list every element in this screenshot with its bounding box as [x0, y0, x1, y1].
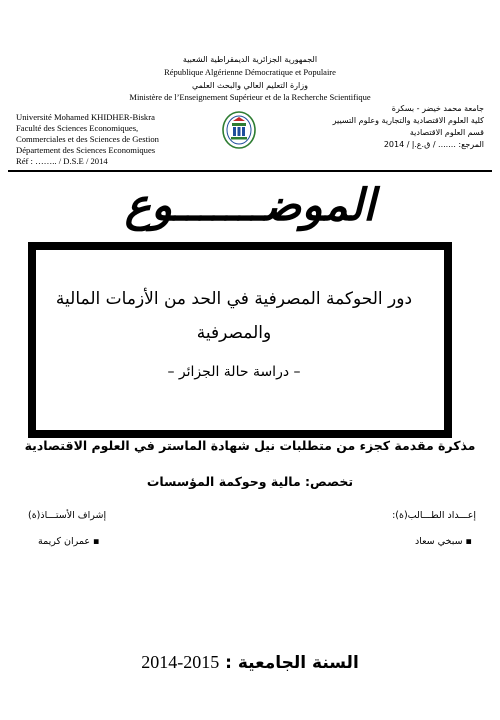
- university-name-fr: Université Mohamed KHIDHER-Biskra: [16, 112, 155, 122]
- university-block-fr: [16, 112, 216, 167]
- academic-year-label: السنة الجامعية :: [225, 653, 359, 673]
- supervisor-label: إشراف الأستـــاذ(ة): [28, 510, 107, 521]
- case-study-subtitle: – دراسة حالة الجزائر –: [167, 364, 301, 380]
- academic-year: [0, 652, 500, 673]
- reference-fr: Réf : …….. / D.S.E / 2014: [16, 156, 108, 166]
- faculty-ar: كلية العلوم الاقتصادية والتجارية وعلوم التسيير: [332, 116, 484, 125]
- ministry-ar: وزارة التعليم العالي والبحث العلمي: [192, 81, 308, 90]
- subject-heading: الموضـــــــوع: [124, 180, 376, 231]
- republic-fr: République Algérienne Démocratique et Populaire: [164, 67, 336, 77]
- republic-ar: الجمهورية الجزائرية الديمقراطية الشعبية: [182, 55, 318, 64]
- reference-ar: المرجع: ....... / ق.ع.إ / 2014: [383, 140, 484, 149]
- department-fr: Département des Sciences Economiques: [16, 145, 156, 155]
- thesis-title-line2: والمصرفية: [196, 323, 272, 343]
- thesis-title: [36, 282, 432, 350]
- memo-statement: مذكرة مقدمة كجزء من متطلبات نيل شهادة الماستر في العلوم الاقتصادية: [24, 438, 476, 453]
- ministry-fr: Ministère de l’Enseignement Supérieur et de la Recherche Scientifique: [129, 92, 371, 102]
- prepared-by-label: إعـــداد الطـــالب(ة):: [392, 510, 476, 521]
- faculty-line1-fr: Faculté des Sciences Economiques,: [16, 123, 139, 133]
- student-name: ▪ سبخي سعاد: [414, 536, 472, 547]
- department-ar: قسم العلوم الاقتصادية: [409, 128, 484, 137]
- university-block-ar: [294, 103, 484, 151]
- thesis-title-line1: دور الحوكمة المصرفية في الحد من الأزمات المالية: [55, 289, 413, 309]
- academic-year-value: 2014-2015: [141, 652, 220, 672]
- faculty-line2-fr: Commerciales et des Sciences de Gestion: [16, 134, 159, 144]
- university-logo-icon: [221, 110, 257, 150]
- header-divider: [8, 170, 492, 172]
- university-name-ar: جامعة محمد خيضر - بسكرة: [391, 104, 484, 113]
- supervisor-name: ▪ عمران كريمة: [38, 536, 100, 547]
- specialization: تخصص: مالية وحوكمة المؤسسات: [146, 474, 354, 489]
